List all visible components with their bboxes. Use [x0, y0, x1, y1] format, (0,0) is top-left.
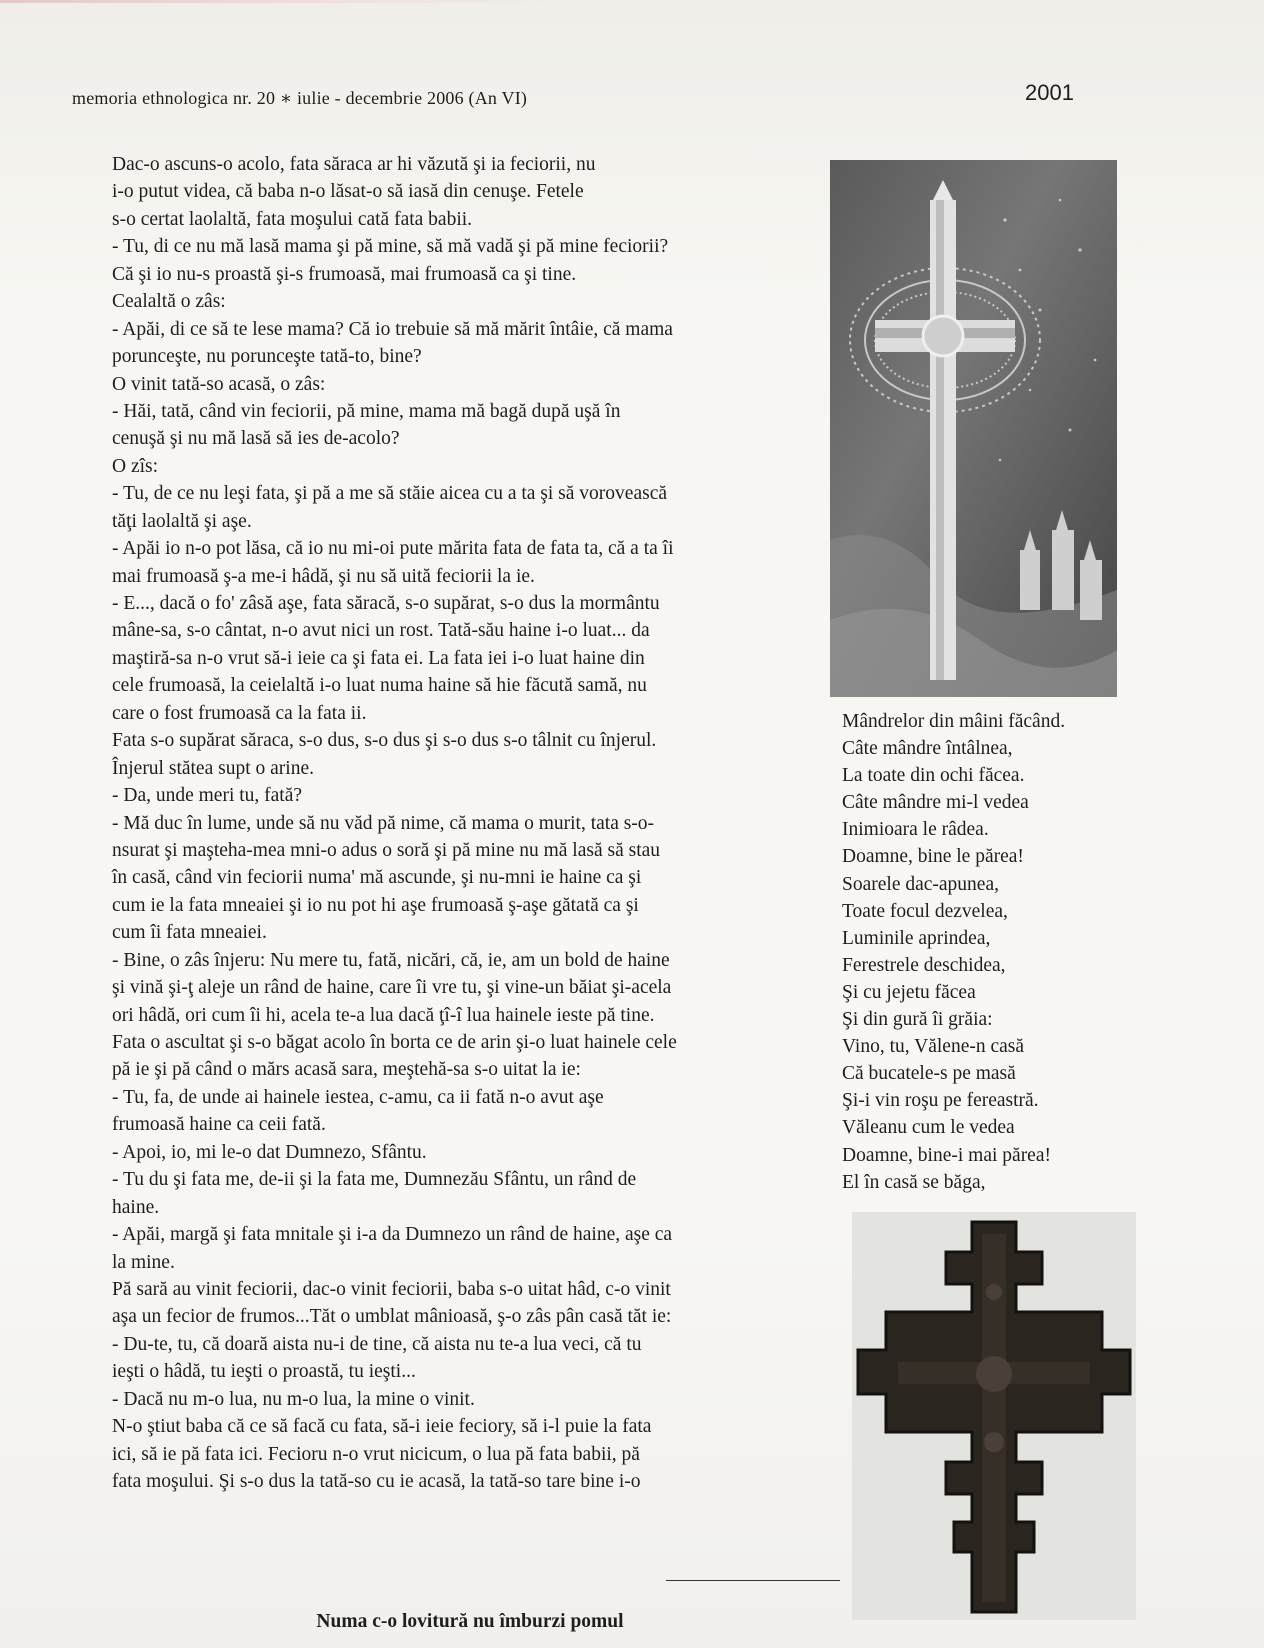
text-line: haine.: [112, 1196, 160, 1218]
text-line: cele frumoasă, la ceielaltă i-o luat numa haine să hie făcută samă, nu: [112, 675, 647, 697]
poem-line: Toate focul dezvelea,: [842, 900, 1008, 922]
text-line: - Tu, fa, de unde ai hainele iestea, c-amu, ca ii fată n-o avut aşe: [112, 1086, 604, 1108]
text-line: - Tu du şi fata me, de-ii şi la fata me, Dumnezău Sfântu, un rând de: [112, 1169, 637, 1191]
text-line: s-o certat laolaltă, fata moşului cată fata babii.: [112, 208, 473, 230]
text-line: cum îi fata mneaiei.: [112, 922, 267, 944]
text-line: maştiră-sa n-o vrut să-i ieie ca şi fata ei. La fata iei i-o luat haine din: [112, 647, 645, 669]
text-line: - Dacă nu m-o lua, nu m-o lua, la mine o vinit.: [112, 1388, 475, 1410]
poem-line: Doamne, bine le părea!: [842, 846, 1024, 868]
text-line: - Hăi, tată, când vin feciorii, pă mine, mama mă bagă după uşă în: [112, 400, 621, 422]
poem-line: Câte mândre mi-l vedea: [842, 792, 1029, 814]
text-line: - Mă duc în lume, unde să nu văd pă nime, că mama o murit, tata s-o-: [112, 812, 655, 834]
poem-line: Soarele dac-apunea,: [842, 873, 999, 895]
text-line: aşa un fecior de frumos...Tăt o umblat mânioasă, ş-o zâs pân casă tăt ie:: [112, 1306, 672, 1328]
text-line: Că şi io nu-s proastă şi-s frumoasă, mai frumoasă ca şi tine.: [112, 263, 577, 285]
poem-line: Ferestrele deschidea,: [842, 954, 1006, 976]
poem-line: Luminile aprindea,: [842, 927, 991, 949]
poem-line: Că bucatele-s pe masă: [842, 1063, 1016, 1085]
scan-top-edge: [0, 0, 560, 3]
poem-line: Mândrelor din mâini făcând.: [842, 711, 1066, 732]
photo-silver-cross: [830, 160, 1117, 697]
silver-cross-illustration: [830, 160, 1117, 697]
wooden-cross-illustration: [852, 1212, 1136, 1620]
section-title: Numa c-o lovitură nu îmburzi pomul: [316, 1611, 624, 1632]
text-line: care o fost frumoasă ca la fata ii.: [112, 702, 367, 724]
text-line: N-o ştiut baba că ce să facă cu fata, să-i ieie feciorу, să i-l puie la fata: [112, 1416, 652, 1438]
text-line: mai frumoasă ş-a me-i hâdă, şi nu să uită feciorii la ie.: [112, 565, 535, 587]
text-line: - Apăi, margă şi fata mnitale şi i-a da Dumnezo un rând de haine, aşe ca: [112, 1224, 673, 1246]
text-line: Fata o ascultat şi s-o băgat acolo în borta ce de arin şi-o luat hainele cele: [112, 1032, 677, 1053]
poem-text: [842, 708, 1142, 1196]
poem-line: Vino, tu, Vălene-n casă: [842, 1036, 1025, 1058]
text-line: - Apăi io n-o pot lăsa, că io nu mi-oi pute mărita fata de fata ta, că a ta îi: [112, 538, 674, 560]
text-line: ori hâdă, ori cum îi hi, acela te-a lua dacă ţî-î lua hainele ieste pă tine.: [112, 1004, 655, 1026]
text-line: cum ie la fata mneaiei şi io nu pot hi aşe frumoasă ş-aşe gătată ca şi: [112, 894, 639, 916]
poem-line: Şi din gură îi grăia:: [842, 1009, 993, 1031]
text-line: cenuşă şi nu mă lasă să ies de-acolo?: [112, 428, 400, 450]
text-line: frumoasă haine ca ceii fată.: [112, 1114, 326, 1136]
text-line: Dac-o ascuns-o acolo, fata săraca ar hi văzută şi ia feciorii, nu: [112, 154, 596, 175]
text-line: nsurat şi maşteha-mea mni-o adus o soră şi pă mine nu mă lasă să stau: [112, 839, 661, 861]
text-line: şi vină şi-ţ aleje un rând de haine, care îi vre tu, şi vine-un băiat şi-acela: [112, 977, 672, 999]
text-line: Cealaltă o zâs:: [112, 291, 226, 313]
text-line: O zîs:: [112, 455, 159, 477]
text-line: fata moşului. Şi s-o dus la tată-so cu ie acasă, la tată-so tare bine i-o: [112, 1471, 641, 1492]
photo-wooden-cross: [852, 1212, 1136, 1620]
journal-header: memoria ethnologica nr. 20 ∗ iulie - decembrie 2006 (An VI): [72, 88, 528, 108]
text-line: Pă sară au vinit feciorii, dac-o vinit feciorii, baba s-o uitat hâd, c-o vinit: [112, 1278, 671, 1300]
text-line: - Du-te, tu, că doară aista nu-i de tine, că aista nu te-a lua veci, că tu: [112, 1333, 642, 1355]
text-line: Fata s-o supărat săraca, s-o dus, s-o dus şi s-o dus s-o tâlnit cu înjerul.: [112, 730, 657, 752]
poem-line: Câte mândre întâlnea,: [842, 738, 1013, 760]
text-line: tăţi laolaltă şi aşe.: [112, 510, 252, 532]
text-line: mâne-sa, s-o cântat, n-o avut nici un rost. Tată-său haine i-o luat... da: [112, 620, 650, 642]
text-line: ieşti o hâdă, tu ieşti o proastă, tu ieşti...: [112, 1361, 416, 1383]
poem-line: Doamne, bine-i mai părea!: [842, 1144, 1051, 1166]
text-line: Înjerul stătea supt o arine.: [112, 757, 314, 779]
poem-line: Şi-i vin roşu pe fereastră.: [842, 1090, 1039, 1112]
main-narrative-text: [112, 151, 832, 1495]
page-number: 2001: [1025, 80, 1074, 105]
poem-line: La toate din ochi făcea.: [842, 765, 1025, 787]
text-line: - Bine, o zâs înjeru: Nu mere tu, fată, nicări, că, ie, am un bold de haine: [112, 949, 670, 971]
text-line: - Tu, di ce nu mă lasă mama şi pă mine, să mă vadă şi pă mine feciorii?: [112, 236, 669, 258]
text-line: i-o putut videa, că baba n-o lăsat-o să iasă din cenuşe. Fetele: [112, 181, 584, 203]
text-line: porunceşte, nu porunceşte tată-to, bine?: [112, 346, 422, 368]
text-line: pă ie şi pă când o mărs acasă sara, meştehă-sa s-o uitat la ie:: [112, 1059, 581, 1081]
poem-line: Şi cu jejetu făcea: [842, 981, 976, 1003]
poem-line: El în casă se băga,: [842, 1171, 986, 1193]
text-line: - Apoi, io, mi le-o dat Dumnezo, Sfântu.: [112, 1141, 427, 1163]
poem-line: Văleanu cum le vedea: [842, 1117, 1015, 1139]
text-line: ici, să ie pă fata ici. Fecioru n-o vrut nicicum, o lua pă fata babii, pă: [112, 1443, 640, 1465]
text-line: la mine.: [112, 1251, 175, 1273]
text-line: O vinit tată-so acasă, o zâs:: [112, 373, 326, 395]
text-line: - Tu, de ce nu leşi fata, şi pă a me să stăie aicea cu a ta şi să vorovească: [112, 483, 667, 505]
text-line: - Da, unde meri tu, fată?: [112, 785, 303, 807]
text-line: - E..., dacă o fo' zâsă aşe, fata săracă, s-o supărat, s-o dus la mormântu: [112, 593, 660, 614]
footer-divider: [666, 1580, 840, 1581]
text-line: în casă, când vin feciorii numa' mă ascunde, şi nu-mni ie haine ca şi: [112, 867, 642, 889]
poem-line: Inimioara le râdea.: [842, 819, 989, 841]
text-line: - Apăi, di ce să te lese mama? Că io trebuie să mă mărit întâie, că mama: [112, 318, 673, 340]
